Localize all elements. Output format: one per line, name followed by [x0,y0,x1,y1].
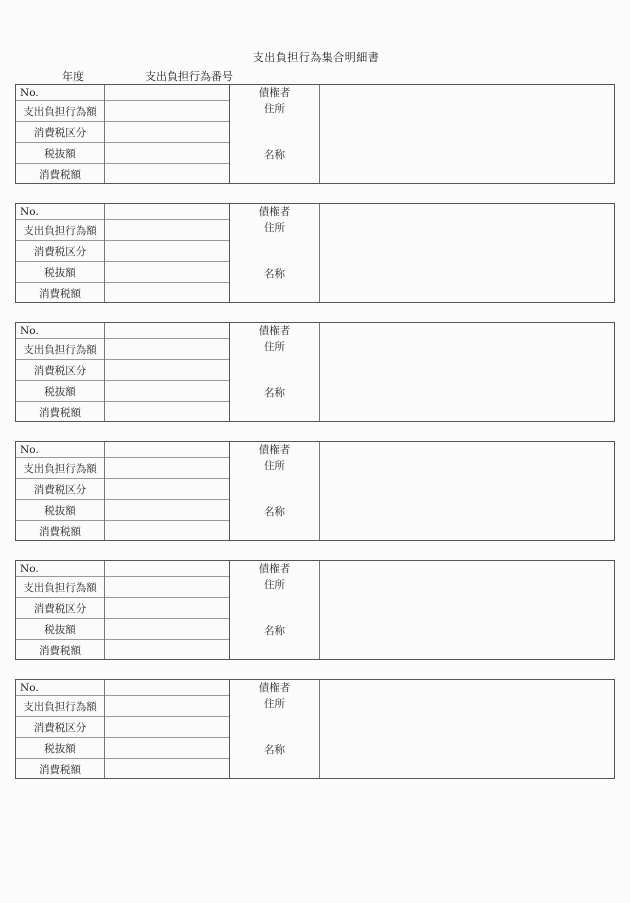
consumption-tax-label: 消費税額 [39,168,81,181]
value-column [105,680,230,778]
no-label: No. [16,442,104,458]
address-label: 住所 [264,222,285,234]
tax-excluded-label: 税抜額 [16,262,104,283]
tax-value-cell[interactable] [105,164,229,184]
tax-value-cell[interactable] [105,640,229,660]
label-column [16,442,105,540]
amount-value-cell[interactable] [105,339,229,360]
value-column [105,561,230,659]
detail-block [15,203,615,303]
label-column [16,680,105,778]
tax-category-label: 消費税区分 [16,479,104,500]
excl-tax-value-cell[interactable] [105,619,229,640]
name-label: 名称 [264,506,285,518]
creditor-label: 債権者 [258,87,291,99]
expenditure-number-label: 支出負担行為番号 [145,70,233,83]
tax-class-value-cell[interactable] [105,479,229,500]
no-label: No. [16,323,104,339]
amount-value-cell[interactable] [105,696,229,717]
creditor-column [230,680,320,778]
excl-tax-value-cell[interactable] [105,738,229,759]
consumption-tax-label: 消費税額 [39,406,81,419]
amount-label: 支出負担行為額 [16,339,104,360]
tax-category-label: 消費税区分 [16,360,104,381]
tax-category-label: 消費税区分 [16,598,104,619]
creditor-info-field[interactable] [320,561,614,659]
amount-value-cell[interactable] [105,220,229,241]
value-column [105,204,230,302]
amount-value-cell[interactable] [105,577,229,598]
no-value-cell[interactable] [105,561,229,577]
consumption-tax-label: 消費税額 [39,763,81,776]
tax-class-value-cell[interactable] [105,360,229,381]
name-label: 名称 [264,268,285,280]
creditor-label: 債権者 [258,682,291,694]
excl-tax-value-cell[interactable] [105,143,229,164]
no-label: No. [16,204,104,220]
year-label: 年度 [62,70,84,83]
address-label: 住所 [264,341,285,353]
address-label: 住所 [264,579,285,591]
excl-tax-value-cell[interactable] [105,262,229,283]
tax-category-label: 消費税区分 [16,122,104,143]
tax-class-value-cell[interactable] [105,598,229,619]
tax-category-label: 消費税区分 [16,717,104,738]
address-label: 住所 [264,460,285,472]
no-value-cell[interactable] [105,442,229,458]
amount-value-cell[interactable] [105,458,229,479]
no-value-cell[interactable] [105,323,229,339]
tax-excluded-label: 税抜額 [16,619,104,640]
creditor-column [230,323,320,421]
creditor-label: 債権者 [258,444,291,456]
tax-excluded-label: 税抜額 [16,738,104,759]
tax-value-cell[interactable] [105,521,229,541]
consumption-tax-label: 消費税額 [39,644,81,657]
label-column [16,204,105,302]
detail-block [15,84,615,184]
name-label: 名称 [264,149,285,161]
amount-label: 支出負担行為額 [16,577,104,598]
amount-label: 支出負担行為額 [16,696,104,717]
amount-label: 支出負担行為額 [16,101,104,122]
tax-class-value-cell[interactable] [105,241,229,262]
no-label: No. [16,561,104,577]
creditor-info-field[interactable] [320,204,614,302]
value-column [105,85,230,183]
excl-tax-value-cell[interactable] [105,381,229,402]
creditor-label: 債権者 [258,206,291,218]
tax-excluded-label: 税抜額 [16,143,104,164]
tax-class-value-cell[interactable] [105,122,229,143]
name-label: 名称 [264,625,285,637]
no-value-cell[interactable] [105,85,229,101]
creditor-info-field[interactable] [320,680,614,778]
tax-excluded-label: 税抜額 [16,500,104,521]
name-label: 名称 [264,744,285,756]
detail-block [15,679,615,779]
amount-label: 支出負担行為額 [16,458,104,479]
excl-tax-value-cell[interactable] [105,500,229,521]
tax-class-value-cell[interactable] [105,717,229,738]
creditor-info-field[interactable] [320,85,614,183]
amount-label: 支出負担行為額 [16,220,104,241]
tax-value-cell[interactable] [105,759,229,779]
no-label: No. [16,85,104,101]
label-column [16,323,105,421]
tax-category-label: 消費税区分 [16,241,104,262]
label-column [16,561,105,659]
address-label: 住所 [264,698,285,710]
no-value-cell[interactable] [105,680,229,696]
amount-value-cell[interactable] [105,101,229,122]
tax-value-cell[interactable] [105,283,229,303]
address-label: 住所 [264,103,285,115]
detail-block [15,441,615,541]
creditor-column [230,561,320,659]
creditor-column [230,85,320,183]
tax-excluded-label: 税抜額 [16,381,104,402]
tax-value-cell[interactable] [105,402,229,422]
consumption-tax-label: 消費税額 [39,525,81,538]
creditor-info-field[interactable] [320,442,614,540]
detail-block [15,560,615,660]
name-label: 名称 [264,387,285,399]
detail-block [15,322,615,422]
creditor-column [230,204,320,302]
value-column [105,323,230,421]
value-column [105,442,230,540]
creditor-info-field[interactable] [320,323,614,421]
creditor-label: 債権者 [258,325,291,337]
no-label: No. [16,680,104,696]
document-title: 支出負担行為集合明細書 [252,51,380,64]
creditor-label: 債権者 [258,563,291,575]
consumption-tax-label: 消費税額 [39,287,81,300]
creditor-column [230,442,320,540]
no-value-cell[interactable] [105,204,229,220]
label-column [16,85,105,183]
